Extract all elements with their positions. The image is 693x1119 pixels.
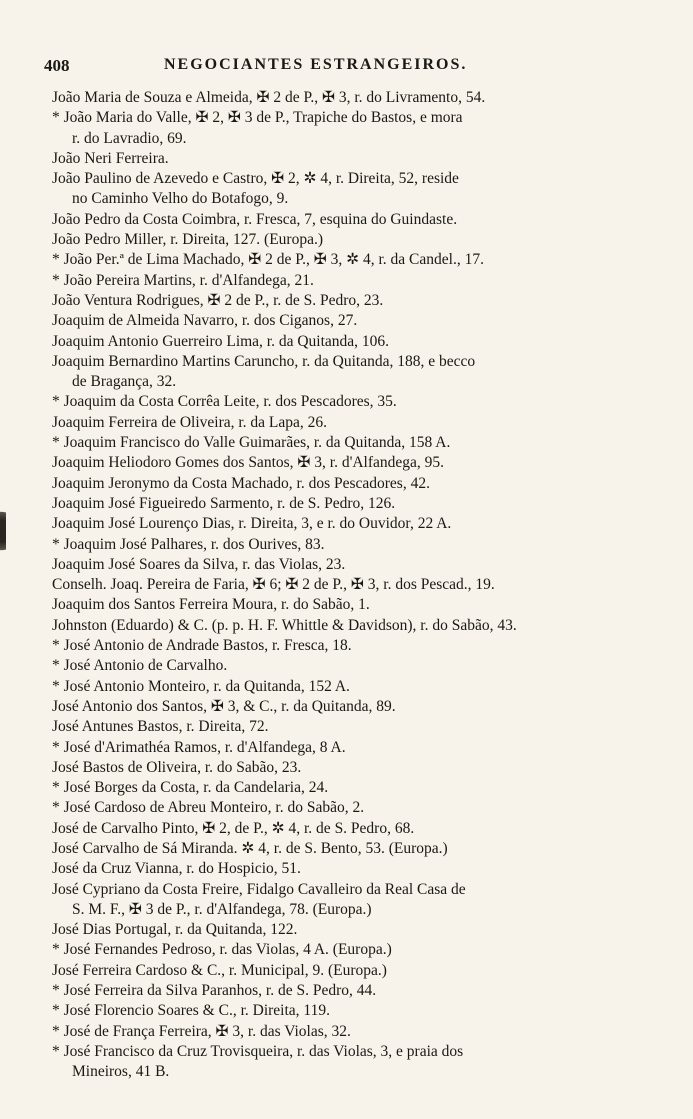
entry-line: José Antonio dos Santos, ✠ 3, & C., r. da Quitanda, 89. — [52, 697, 396, 715]
entry-line: José Carvalho de Sá Miranda. ✲ 4, r. de S. Bento, 53. (Europa.) — [52, 839, 448, 857]
entry-line: João Ventura Rodrigues, ✠ 2 de P., r. de S. Pedro, 23. — [52, 291, 384, 309]
entry-line: João Neri Ferreira. — [52, 149, 169, 167]
page-header — [44, 56, 664, 80]
entry-line: * João Maria do Valle, ✠ 2, ✠ 3 de P., Trapiche do Bastos, e mora — [52, 109, 463, 127]
entry-line: * José Florencio Soares & C., r. Direita, 119. — [52, 1002, 330, 1020]
entry-line: * Joaquim da Costa Corrêa Leite, r. dos Pescadores, 35. — [52, 393, 397, 411]
entry-line: Joaquim Antonio Guerreiro Lima, r. da Quitanda, 106. — [52, 332, 390, 350]
entry-line: Joaquim de Almeida Navarro, r. dos Ciganos, 27. — [52, 312, 358, 330]
entry-line: * José Ferreira da Silva Paranhos, r. de S. Pedro, 44. — [52, 982, 377, 1000]
entry-line: * Joaquim José Palhares, r. dos Ourives, 83. — [52, 535, 325, 553]
running-title: NEGOCIANTES ESTRANGEIROS. — [164, 56, 468, 73]
entry-line: * José Fernandes Pedroso, r. das Violas, 4 A. (Europa.) — [52, 941, 392, 959]
entry-line: João Paulino de Azevedo e Castro, ✠ 2, ✲ 4, r. Direita, 52, reside — [52, 170, 459, 188]
entry-line: José Dias Portugal, r. da Quitanda, 122. — [52, 921, 298, 939]
entry-line: Joaquim José Figueiredo Sarmento, r. de S. Pedro, 126. — [52, 494, 396, 512]
entry-line: João Pedro da Costa Coimbra, r. Fresca, 7, esquina do Guindaste. — [52, 210, 458, 228]
entry-line: João Maria de Souza e Almeida, ✠ 2 de P., ✠ 3, r. do Livramento, 54. — [52, 89, 486, 106]
entry-line: Joaquim José Soares da Silva, r. das Violas, 23. — [52, 555, 346, 573]
entry-line: * João Pereira Martins, r. d'Alfandega, 21. — [52, 271, 314, 289]
entry-continuation-line: S. M. F., ✠ 3 de P., r. d'Alfandega, 78. (Europa.) — [72, 900, 372, 918]
entry-continuation-line: Mineiros, 41 B. — [72, 1063, 170, 1081]
entry-line: * João Per.ª de Lima Machado, ✠ 2 de P., ✠ 3, ✲ 4, r. da Candel., 17. — [52, 251, 484, 269]
entry-continuation-line: no Caminho Velho do Botafogo, 9. — [72, 190, 289, 208]
entry-continuation-line: de Bragança, 32. — [72, 373, 177, 391]
entry-line: Joaquim José Lourenço Dias, r. Direita, 3, e r. do Ouvidor, 22 A. — [52, 515, 452, 533]
entry-line: * José Antonio de Carvalho. — [52, 657, 228, 675]
entry-line: José de Carvalho Pinto, ✠ 2, de P., ✲ 4, r. de S. Pedro, 68. — [52, 819, 415, 837]
entry-line: Conselh. Joaq. Pereira de Faria, ✠ 6; ✠ 2 de P., ✠ 3, r. dos Pescad., 19. — [52, 576, 495, 594]
entry-line: José Bastos de Oliveira, r. do Sabão, 23. — [52, 758, 302, 776]
entry-line: José da Cruz Vianna, r. do Hospicio, 51. — [52, 860, 301, 878]
entry-line: * José Antonio Monteiro, r. da Quitanda, 152 A. — [52, 677, 350, 695]
entry-line: Joaquim Jeronymo da Costa Machado, r. dos Pescadores, 42. — [52, 474, 430, 492]
entry-line: * José Cardoso de Abreu Monteiro, r. do Sabão, 2. — [52, 799, 365, 817]
directory-entries — [52, 88, 627, 1083]
entry-line: José Cypriano da Costa Freire, Fidalgo Cavalleiro da Real Casa de — [52, 880, 466, 898]
entry-line: José Antunes Bastos, r. Direita, 72. — [52, 718, 269, 736]
entry-line: * José d'Arimathéa Ramos, r. d'Alfandega, 8 A. — [52, 738, 346, 756]
entry-line: Johnston (Eduardo) & C. (p. p. H. F. Whittle & Davidson), r. do Sabão, 43. — [52, 616, 517, 634]
binding-hole — [0, 505, 6, 557]
entry-line: * José de França Ferreira, ✠ 3, r. das Violas, 32. — [52, 1022, 351, 1040]
entry-line: Joaquim Ferreira de Oliveira, r. da Lapa, 26. — [52, 413, 328, 431]
page-number: 408 — [44, 56, 70, 75]
entry-line: Joaquim Heliodoro Gomes dos Santos, ✠ 3, r. d'Alfandega, 95. — [52, 454, 445, 472]
entry-line: João Pedro Miller, r. Direita, 127. (Europa.) — [52, 231, 323, 249]
entry-line: * José Antonio de Andrade Bastos, r. Fresca, 18. — [52, 637, 352, 655]
entry-line: Joaquim Bernardino Martins Caruncho, r. da Quitanda, 188, e becco — [52, 352, 476, 370]
entry-line: José Ferreira Cardoso & C., r. Municipal, 9. (Europa.) — [52, 961, 387, 979]
entry-line: Joaquim dos Santos Ferreira Moura, r. do Sabão, 1. — [52, 596, 370, 614]
entry-line: * José Francisco da Cruz Trovisqueira, r. das Violas, 3, e praia dos — [52, 1042, 464, 1060]
entry-line: * Joaquim Francisco do Valle Guimarães, r. da Quitanda, 158 A. — [52, 434, 451, 452]
entry-line: * José Borges da Costa, r. da Candelaria, 24. — [52, 779, 329, 797]
entry-continuation-line: r. do Lavradio, 69. — [72, 129, 187, 147]
